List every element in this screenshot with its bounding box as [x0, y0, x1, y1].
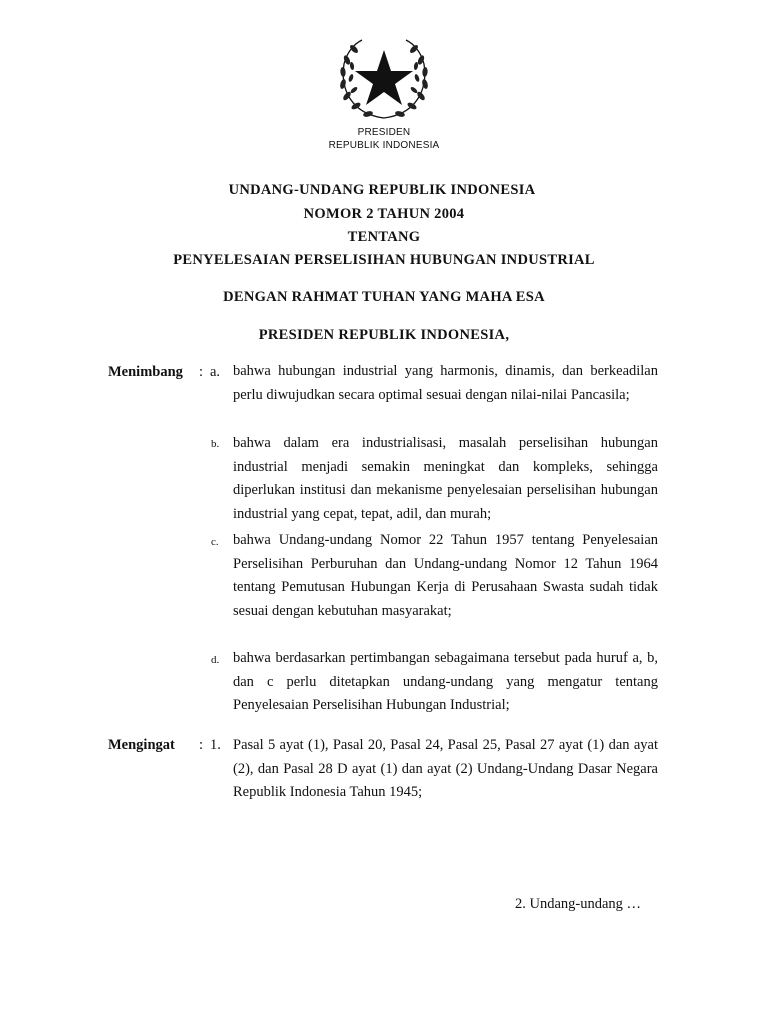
president-line: PRESIDEN REPUBLIK INDONESIA, [258, 327, 510, 343]
mengingat-marker-1: 1. [210, 737, 221, 753]
menimbang-colon: : [199, 364, 204, 380]
mengingat-colon: : [199, 737, 204, 753]
law-title: UNDANG-UNDANG REPUBLIK INDONESIA [228, 182, 536, 198]
menimbang-label: Menimbang [108, 364, 183, 380]
menimbang-item-c: bahwa Undang-undang Nomor 22 Tahun 1957 tentang Penyelesaian Perselisihan Perburuhan dan Undang-undang Nomor 12 Tahun 1964 tentang Pemutusan Hubungan Kerja di Perusahaan Swasta sudah tidak sesuai dengan kebutuhan masyarakat; [233, 532, 658, 619]
menimbang-item-a: bahwa hubungan industrial yang harmonis, dinamis, dan berkeadilan perlu diwujudkan secara optimal sesuai dengan nilai-nilai Pancasila; [233, 363, 658, 403]
institution-country: REPUBLIK INDONESIA [328, 140, 440, 151]
law-subject: PENYELESAIAN PERSELISIHAN HUBUNGAN INDUSTRIAL [173, 252, 595, 268]
page-continuation: 2. Undang-undang … [515, 896, 642, 912]
institution-name: PRESIDEN [357, 127, 411, 138]
menimbang-item-d: bahwa berdasarkan pertimbangan sebagaimana tersebut pada huruf a, b, dan c perlu ditetapkan undang-undang yang mengatur tentang Penyelesaian Perselisihan Hubungan Industrial; [233, 650, 658, 713]
menimbang-item-b: bahwa dalam era industrialisasi, masalah perselisihan hubungan industrial menjadi semakin meningkat dan kompleks, sehingga diperlukan institusi dan mekanisme penyelesaian perselisihan hubungan industrial yang cepat, tepat, adil, dan murah; [233, 435, 658, 522]
mengingat-item-1: Pasal 5 ayat (1), Pasal 20, Pasal 24, Pasal 25, Pasal 27 ayat (1) dan ayat (2), dan Pasal 28 D ayat (1) dan ayat (2) Undang-Undang Dasar Negara Republik Indonesia Tahun 1945; [233, 737, 658, 800]
blessing-line: DENGAN RAHMAT TUHAN YANG MAHA ESA [223, 289, 545, 305]
law-number: NOMOR 2 TAHUN 2004 [303, 206, 465, 222]
menimbang-marker-a: a. [210, 364, 221, 380]
garuda-emblem-icon [334, 34, 434, 124]
law-about-label: TENTANG [347, 229, 421, 245]
menimbang-marker-c: c. [211, 536, 219, 548]
menimbang-marker-d: d. [211, 654, 220, 666]
mengingat-label: Mengingat [108, 737, 175, 753]
menimbang-marker-b: b. [211, 438, 220, 450]
